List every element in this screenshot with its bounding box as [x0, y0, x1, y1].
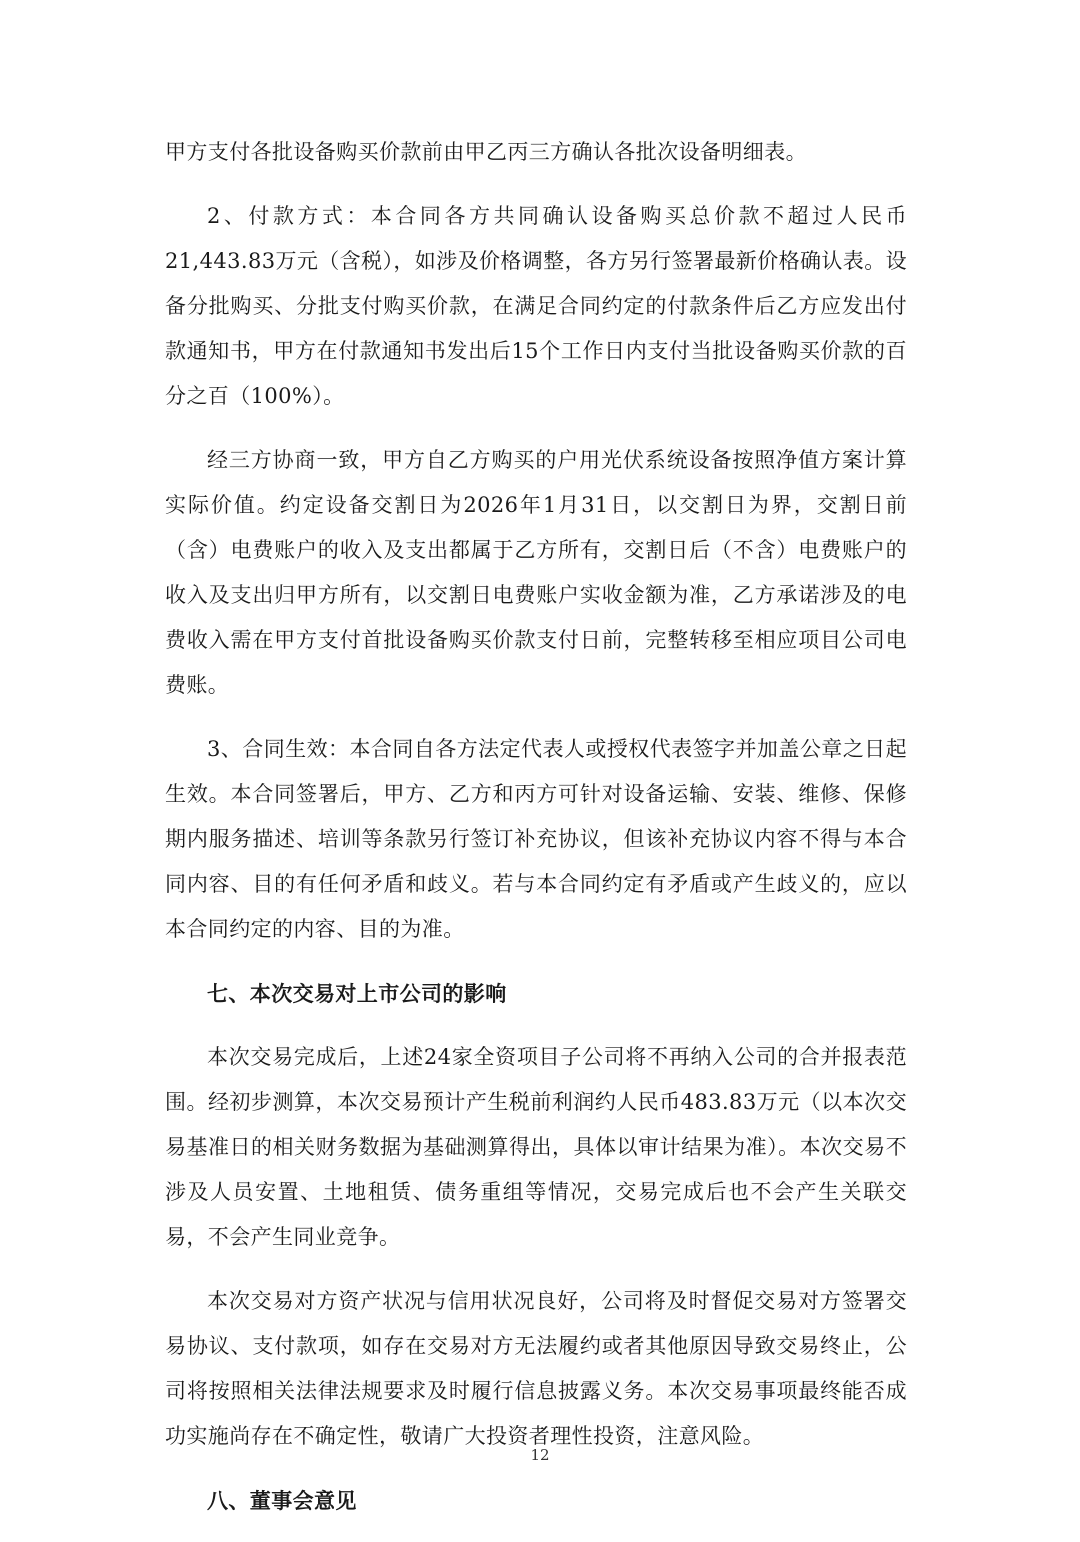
paragraph-continuation: 甲方支付各批设备购买价款前由甲乙丙三方确认各批次设备明细表。	[165, 140, 807, 164]
paragraph-impact-financial: 本次交易完成后，上述24家全资项目子公司将不再纳入公司的合并报表范围。经初步测算，本次交易预计产生税前利润约人民币483.83万元（以本次交易基准日的相关财务数据为基础测算得出，具体以审计结果为准）。本次交易不涉及人员安置、土地租赁、债务重组等情况，交易完成后也不会产生关联交易，不会产生同业竞争。	[165, 1045, 907, 1249]
paragraph-negotiation: 经三方协商一致，甲方自乙方购买的户用光伏系统设备按照净值方案计算实际价值。约定设备交割日为2026年1月31日，以交割日为界，交割日前（含）电费账户的收入及支出都属于乙方所有，交割日后（不含）电费账户的收入及支出归甲方所有，以交割日电费账户实收金额为准，乙方承诺涉及的电费收入需在甲方支付首批设备购买价款支付日前，完整转移至相应项目公司电费账。	[165, 448, 907, 697]
paragraph-payment-terms: 2、付款方式：本合同各方共同确认设备购买总价款不超过人民币21,443.83万元（含税），如涉及价格调整，各方另行签署最新价格确认表。设备分批购买、分批支付购买价款，在满足合同约定的付款条件后乙方应发出付款通知书，甲方在付款通知书发出后15个工作日内支付当批设备购买价款的百分之百（100%）。	[165, 204, 907, 408]
document-body	[165, 130, 907, 1542]
paragraph-contract-effect: 3、合同生效：本合同自各方法定代表人或授权代表签字并加盖公章之日起生效。本合同签署后，甲方、乙方和丙方可针对设备运输、安装、维修、保修期内服务描述、培训等条款另行签订补充协议，但该补充协议内容不得与本合同内容、目的有任何矛盾和歧义。若与本合同约定有矛盾或产生歧义的，应以本合同约定的内容、目的为准。	[165, 737, 907, 941]
page-number: 12	[530, 1446, 550, 1464]
paragraph-impact-risk: 本次交易对方资产状况与信用状况良好，公司将及时督促交易对方签署交易协议、支付款项，如存在交易对方无法履约或者其他原因导致交易终止，公司将按照相关法律法规要求及时履行信息披露义务。本次交易事项最终能否成功实施尚存在不确定性，敬请广大投资者理性投资，注意风险。	[165, 1289, 907, 1448]
section-heading-impact: 七、本次交易对上市公司的影响	[207, 981, 507, 1006]
section-heading-board-opinion: 八、董事会意见	[207, 1488, 357, 1513]
